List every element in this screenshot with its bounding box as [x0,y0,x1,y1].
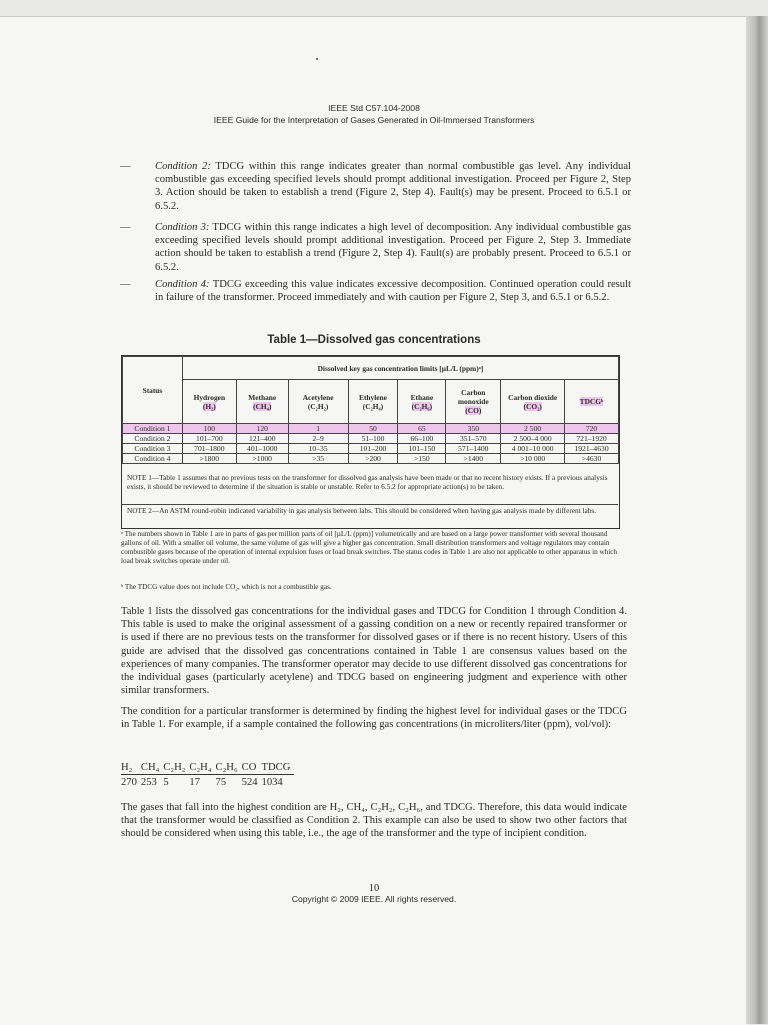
table-cell: 66–100 [398,434,446,444]
table-cell: 120 [236,424,288,434]
table-cell: >1400 [446,454,501,464]
gas-formula: (C₂H₂) [307,401,329,411]
table-cell: 65 [398,424,446,434]
table-cell: 2 500 [501,424,565,434]
table-row [123,434,619,444]
table-row [123,424,619,434]
table-cell: >150 [398,454,446,464]
table-cell: 100 [182,424,236,434]
example-value-row [121,775,294,790]
condition-3-text [155,221,631,274]
example-header: TDCG [262,760,295,775]
condition-label: Condition 3: [155,222,210,233]
condition-body: TDCG exceeding this value indicates excessive decomposition. Continued operation could result in failure of the transformer. Proceed immediately and with caution per Figure 2, Step 3, and 6.5.1 or 6.5.2. [155,279,631,304]
gas-formula: (H₂) [202,401,216,411]
example-header: CO [242,760,262,775]
gas-formula: (CO) [465,406,482,415]
gas-name: Carbon monoxide [457,388,489,406]
table-row [123,454,619,464]
table-cell: 720 [565,424,619,434]
example-value: 75 [215,776,227,788]
gas-name: Acetylene [302,392,334,402]
table-cell: 101–200 [348,444,398,454]
list-dash: — [120,161,131,172]
table-cell: 701–1800 [182,444,236,454]
header-title: IEEE Guide for the Interpretation of Gases Generated in Oil-Immersed Transformers [213,115,535,125]
gas-formula: (CH₄) [253,401,272,411]
condition-4-text [155,278,631,304]
example-header: C₂H₄ [189,760,215,775]
example-header-row [121,760,294,775]
example-header: C₂H₆ [216,760,242,775]
table-cell: 2 500–4 000 [501,434,565,444]
condition-label: Condition 4: [155,279,210,290]
table-row [123,444,619,454]
example-header: C₂H₂ [163,760,189,775]
example-header: H₂ [121,760,141,775]
table-note-2: NOTE 2—An ASTM round-robin indicated variability in gas analysis between labs. This should be considered when having gas analysis made by different labs. [127,506,597,515]
gas-header [446,380,501,424]
footnote-a: ᵃ The numbers shown in Table 1 are in parts of gas per million parts of oil [µL/L (ppm)] volumetrically and are based on a large power transformer with several thousand gallons of oil. With a smaller oil volume, the same volume of gas will give a higher gas concentration. Small distribution transformers and voltage regulators may contain combustible gases because of the operation of internal expulsion fuses or load break switches. The status codes in Table 1 are also not applicable to other apparatus in which load break switches operate under oil. [121,530,618,566]
body-paragraph-2: The condition for a particular transformer is determined by finding the highest level for individual gases or the TDCG in Table 1. For example, if a sample contained the following gas concentrations (in microliters/liter (ppm), vol/vol): [121,706,627,731]
gas-formula: (C₂H₄) [362,401,384,411]
example-value: 524 [241,776,258,788]
table-cell: >200 [348,454,398,464]
table-cell: >35 [288,454,348,464]
example-value: 17 [189,776,201,788]
page-edge [746,16,768,1024]
gas-table-frame [121,355,620,529]
list-dash: — [120,279,131,290]
table-title: Table 1—Dissolved gas concentrations [267,334,481,346]
table-cell: 50 [348,424,398,434]
body-paragraph-3: The gases that fall into the highest condition are H₂, CH₄, C₂H₂, C₂H₆, and TDCG. Therefore, this data would indicate that the transformer would be classified as Condition 2. This example can also be used to show two other factors that should be considered when using this table, i.e., the age of the transformer and the type of incipient condition. [121,802,627,840]
table-cell: 721–1920 [565,434,619,444]
row-status: Condition 4 [123,454,183,464]
header-standard: IEEE Std C57.104-2008 [328,103,420,113]
table-cell: 101–700 [182,434,236,444]
footnote-b: ᵇ The TDCG value does not include CO₂, which is not a combustible gas. [121,583,332,591]
gas-formula: (CO₂) [523,401,542,411]
condition-label: Condition 2: [155,161,211,172]
condition-body: TDCG within this range indicates greater than normal combustible gas level. Any individual combustible gas exceeding specified levels should prompt additional investigation. Proceed per Figure 2, Step 3. Action should be taken to establish a trend (Figure 2, Step 4). Fault(s) may be present. Proceed to 6.5.1 or 6.5.2. [155,161,632,212]
gas-name: Methane [248,392,277,402]
table-note-1: NOTE 1—Table 1 assumes that no previous tests on the transformer for dissolved gas analysis have been made or that no recent history exists. If a previous analysis exists, it should be reviewed to determine if the situation is stable or unstable. Refer to 6.5.2 for appropriate action(s) to be taken. [127,473,608,492]
page-number: 10 [368,883,380,894]
table-cell: 121–400 [236,434,288,444]
row-status: Condition 3 [123,444,183,454]
gas-name: Ethylene [359,392,387,402]
gas-header [348,380,398,424]
table-cell: 1921–4630 [565,444,619,454]
table-cell: >4630 [565,454,619,464]
limits-header: Dissolved key gas concentration limits [µL/L (ppm)ᵃ] [182,357,618,380]
table-cell: 351–570 [446,434,501,444]
example-gas-table [121,760,294,789]
example-value: 270 [121,776,137,788]
table-cell: >1800 [182,454,236,464]
gas-name: Ethane [410,392,434,402]
example-header: CH₄ [141,760,163,775]
gas-name: Carbon dioxide [508,392,558,402]
table-cell: 4 001–10 000 [501,444,565,454]
copyright-notice: Copyright © 2009 IEEE. All rights reserved. [291,894,457,904]
gas-name: Hydrogen [193,392,226,402]
table-cell: 350 [446,424,501,434]
gas-header [236,380,288,424]
body-paragraph-1: Table 1 lists the dissolved gas concentrations for the individual gases and TDCG for Condition 1 through Condition 4. This table is used to make the original assessment of a gassing condition on a new or recently repaired transformer or is used if there are no previous tests on the transformer for dissolved gases or if there is no recent history. Users of this guide are advised that the dissolved gas concentrations contained in Table 1 are consensus values based on the experiences of many companies. The transformer operator may decide to use different dissolved gas concentrations for the individual gases (particularly acetylene) and TDCG based on engineering judgment and experience with other similar transformers. [121,606,627,697]
table-cell: 401–1000 [236,444,288,454]
gas-formula: (C₂H₆) [411,401,433,411]
table-cell: 1 [288,424,348,434]
example-value: 253 [140,776,157,788]
table-cell: >1000 [236,454,288,464]
status-header: Status [123,357,183,424]
gas-concentration-table [122,356,619,464]
gas-header [288,380,348,424]
table-cell: 101–150 [398,444,446,454]
condition-body: TDCG within this range indicates a high level of decomposition. Any individual combustible gas exceeding specified levels should prompt additional investigation. Proceed per Figure 2, Step 3. Immediate action should be taken to establish a trend (Figure 2, Step 4). Fault(s) are probably present. Proceed to 6.5.1 or 6.5.2. [155,222,631,273]
table-cell: 10–35 [288,444,348,454]
list-dash: — [120,222,131,233]
gas-header [398,380,446,424]
row-status: Condition 1 [123,424,183,434]
gas-header [565,380,619,424]
scan-speck [316,58,318,60]
condition-2-text [155,160,631,213]
example-value: 5 [163,776,169,788]
table-cell: 51–100 [348,434,398,444]
note-divider [121,504,618,505]
row-status: Condition 2 [123,434,183,444]
table-cell: 571–1400 [446,444,501,454]
gas-header [182,380,236,424]
gas-header [501,380,565,424]
table-cell: 2–9 [288,434,348,444]
table-cell: >10 000 [501,454,565,464]
example-value: 1034 [261,776,283,788]
gas-name: TDCGᵇ [579,397,604,406]
